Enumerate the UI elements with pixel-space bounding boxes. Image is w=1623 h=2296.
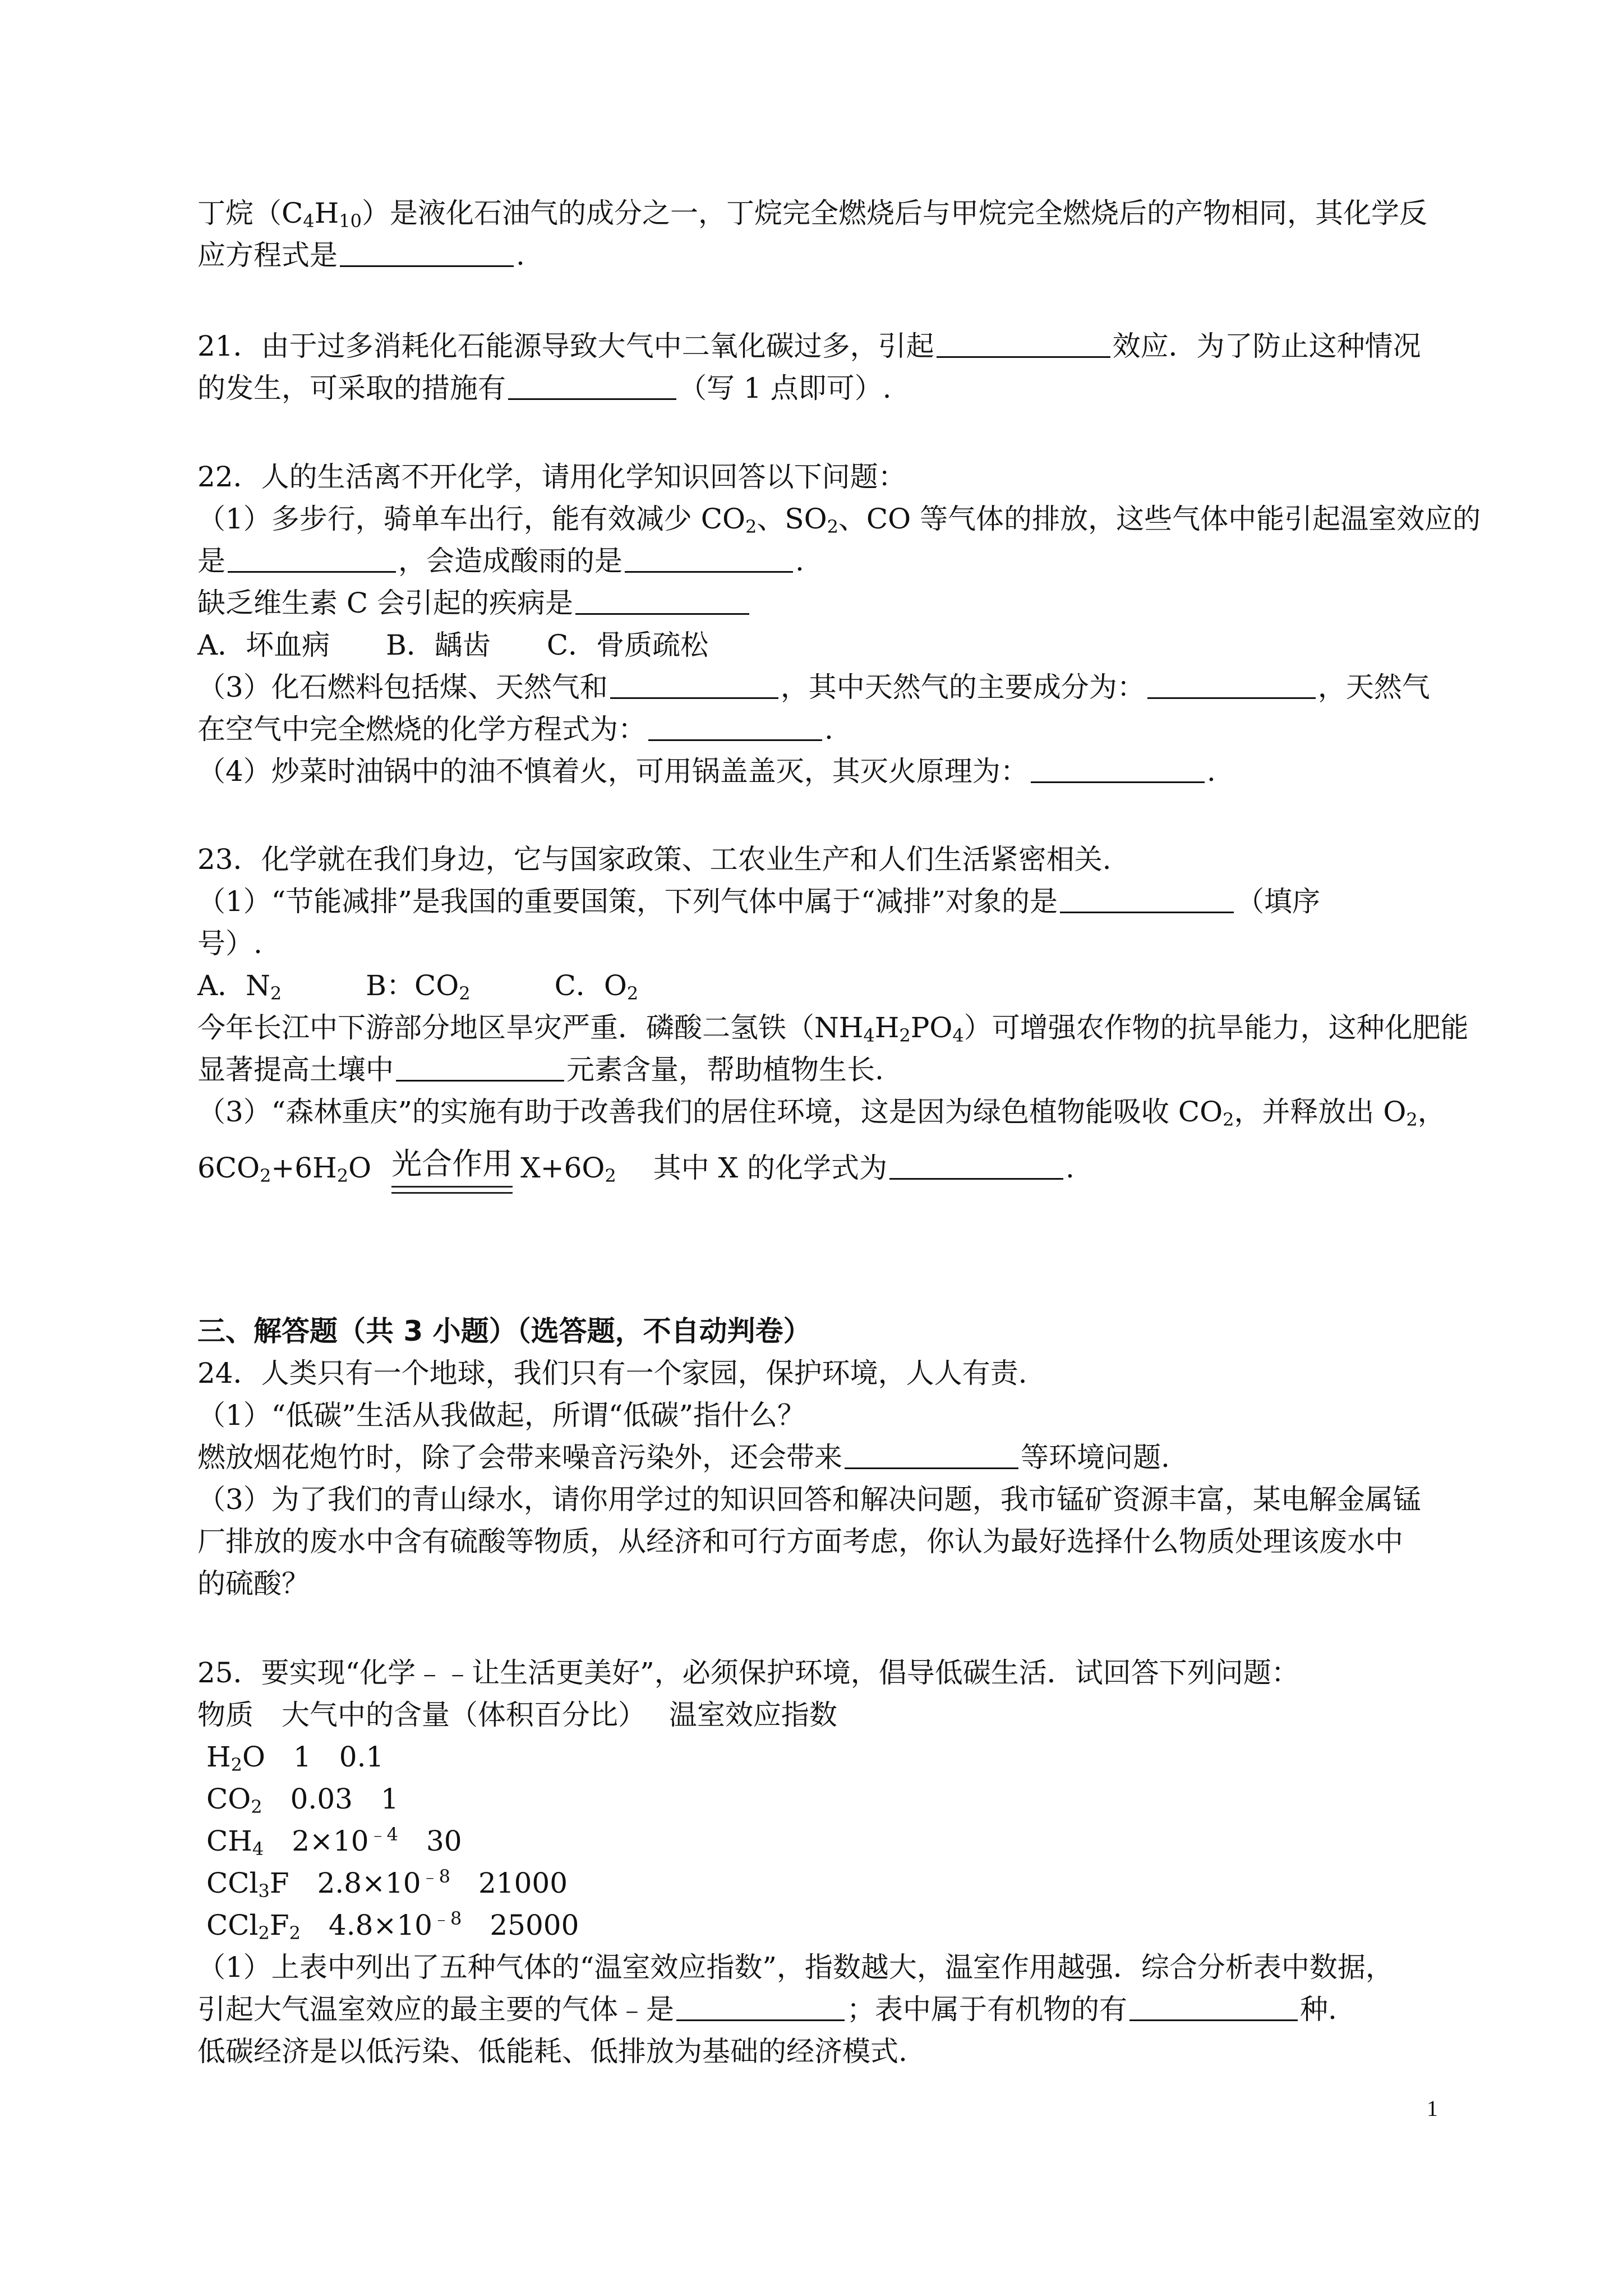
answer-blank[interactable] bbox=[676, 1997, 845, 2021]
q22-part1-line1: （1）多步行，骑单车出行，能有效减少 $CO_2$、$SO_2$、CO 等气体的排放，这些气体中能引起温室效应的 bbox=[197, 503, 1481, 537]
q23-options: A．$N_2$ B：$CO_2$ C．$O_2$ bbox=[197, 969, 639, 1004]
q24-stem: 24．人类只有一个地球，我们只有一个家园，保护环境，人人有责. bbox=[197, 1357, 1027, 1389]
q24-part3-line2: 厂排放的废水中含有硫酸等物质，从经济和可行方面考虑，你认为最好选择什么物质处理该废水中 bbox=[197, 1525, 1403, 1558]
answer-blank[interactable] bbox=[1060, 889, 1234, 913]
section-3-heading: 三、解答题（共 3 小题）（选答题，不自动判卷） bbox=[197, 1315, 811, 1347]
q24-part3-line1: （3）为了我们的青山绿水，请你用学过的知识回答和解决问题，我市锰矿资源丰富，某电解金属锰 bbox=[197, 1483, 1421, 1516]
q25-table-row: $CO_2$ 0.03 1 bbox=[206, 1783, 399, 1818]
q24-part2: 燃放烟花炮竹时，除了会带来噪音污染外，还会带来 等环境问题. bbox=[197, 1441, 1170, 1474]
q25-part2: 低碳经济是以低污染、低能耗、低排放为基础的经济模式. bbox=[197, 2035, 907, 2068]
page-number: 1 bbox=[1427, 2096, 1438, 2121]
answer-blank[interactable] bbox=[648, 717, 822, 741]
q23-part2-line1: 今年长江中下游部分地区旱灾严重．磷酸二氢铁$(NH_4H_2PO_4)$可增强农作物的抗旱能力，这种化肥能 bbox=[197, 1011, 1469, 1046]
answer-blank[interactable] bbox=[1129, 1997, 1298, 2021]
q25-part1-line2: 引起大气温室效应的最主要的气体﹣是 ；表中属于有机物的有 种. bbox=[197, 1993, 1337, 2026]
q21-line-1: 21．由于过多消耗化石能源导致大气中二氧化碳过多，引起 效应．为了防止这种情况 bbox=[197, 330, 1421, 362]
q25-table-header: 物质 大气中的含量（体积百分比） 温室效应指数 bbox=[197, 1699, 837, 1731]
q22-part4: （4）炒菜时油锅中的油不慎着火，可用锅盖盖灭，其灭火原理为： . bbox=[197, 755, 1216, 788]
q22-part1-line2: 是 ，会造成酸雨的是 . bbox=[197, 545, 804, 577]
answer-blank[interactable] bbox=[575, 591, 749, 615]
q22-stem: 22．人的生活离不开化学，请用化学知识回答以下问题： bbox=[197, 461, 906, 493]
q23-part1-line2: 号）. bbox=[197, 927, 262, 960]
q22-part3-line1: （3）化石燃料包括煤、天然气和 ，其中天然气的主要成分为： ，天然气 bbox=[197, 671, 1430, 703]
q23-equation-line: $6CO_2+6H_2O$ 光合作用 $X+6O_2$ 其中 X 的化学式为 . bbox=[197, 1144, 1075, 1188]
q25-part1-line1: （1）上表中列出了五种气体的“温室效应指数”，指数越大，温室作用越强．综合分析表中数据， bbox=[197, 1951, 1394, 1984]
q25-table-row: $CH_4$ $2\times 10^{﹣4}$ 30 bbox=[206, 1824, 462, 1860]
answer-blank[interactable] bbox=[228, 549, 396, 573]
q25-table-row: $H_2O$ 1 0.1 bbox=[206, 1741, 384, 1775]
answer-blank[interactable] bbox=[1147, 675, 1316, 699]
answer-blank[interactable] bbox=[625, 549, 793, 573]
q24-part3-line3: 的硫酸？ bbox=[197, 1567, 310, 1600]
answer-blank[interactable] bbox=[396, 1057, 564, 1082]
answer-blank[interactable] bbox=[1031, 759, 1205, 783]
q23-part1-line1: （1）“节能减排”是我国的重要国策，下列气体中属于“减排”对象的是 （填序 bbox=[197, 885, 1321, 918]
answer-blank[interactable] bbox=[508, 376, 676, 400]
q23-stem: 23．化学就在我们身边，它与国家政策、工农业生产和人们生活紧密相关. bbox=[197, 843, 1112, 876]
q20-line-2: 应方程式是 . bbox=[197, 239, 525, 272]
answer-blank[interactable] bbox=[937, 334, 1110, 358]
q22-part3-line2: 在空气中完全燃烧的化学方程式为： . bbox=[197, 713, 833, 746]
q22-options: A．坏血病 B．龋齿 C．骨质疏松 bbox=[197, 629, 709, 661]
q23-part3-line1: （3）“森林重庆”的实施有助于改善我们的居住环境，这是因为绿色植物能吸收 $CO_2$，并释放出 $O_2$， bbox=[197, 1096, 1446, 1130]
answer-blank[interactable] bbox=[845, 1445, 1018, 1469]
q25-stem: 25．要实现“化学﹣﹣让生活更美好”，必须保护环境，倡导低碳生活．试回答下列问题： bbox=[197, 1657, 1299, 1689]
answer-blank[interactable] bbox=[889, 1156, 1063, 1180]
reaction-condition: 光合作用 bbox=[391, 1144, 513, 1184]
q21-line-2: 的发生，可采取的措施有 （写 1 点即可）. bbox=[197, 372, 892, 404]
q25-table-row: CCl$_3$F $2.8\times 10^{﹣8}$ 21000 bbox=[206, 1866, 568, 1902]
q22-part2: 缺乏维生素 C 会引起的疾病是 bbox=[197, 583, 751, 623]
q24-part1: （1）“低碳”生活从我做起，所谓“低碳”指什么？ bbox=[197, 1399, 806, 1432]
answer-blank[interactable] bbox=[610, 675, 778, 699]
q20-line-1: 丁烷$(C_4H_{10})$是液化石油气的成分之一，丁烷完全燃烧后与甲烷完全燃烧后的产物相同，其化学反 bbox=[197, 197, 1427, 232]
q23-part2-line2: 显著提高土壤中 元素含量，帮助植物生长. bbox=[197, 1053, 884, 1086]
answer-blank[interactable] bbox=[340, 243, 514, 267]
q25-table-row: $CCl_2F_2$ $4.8\times 10^{﹣8}$ 25000 bbox=[206, 1908, 579, 1944]
